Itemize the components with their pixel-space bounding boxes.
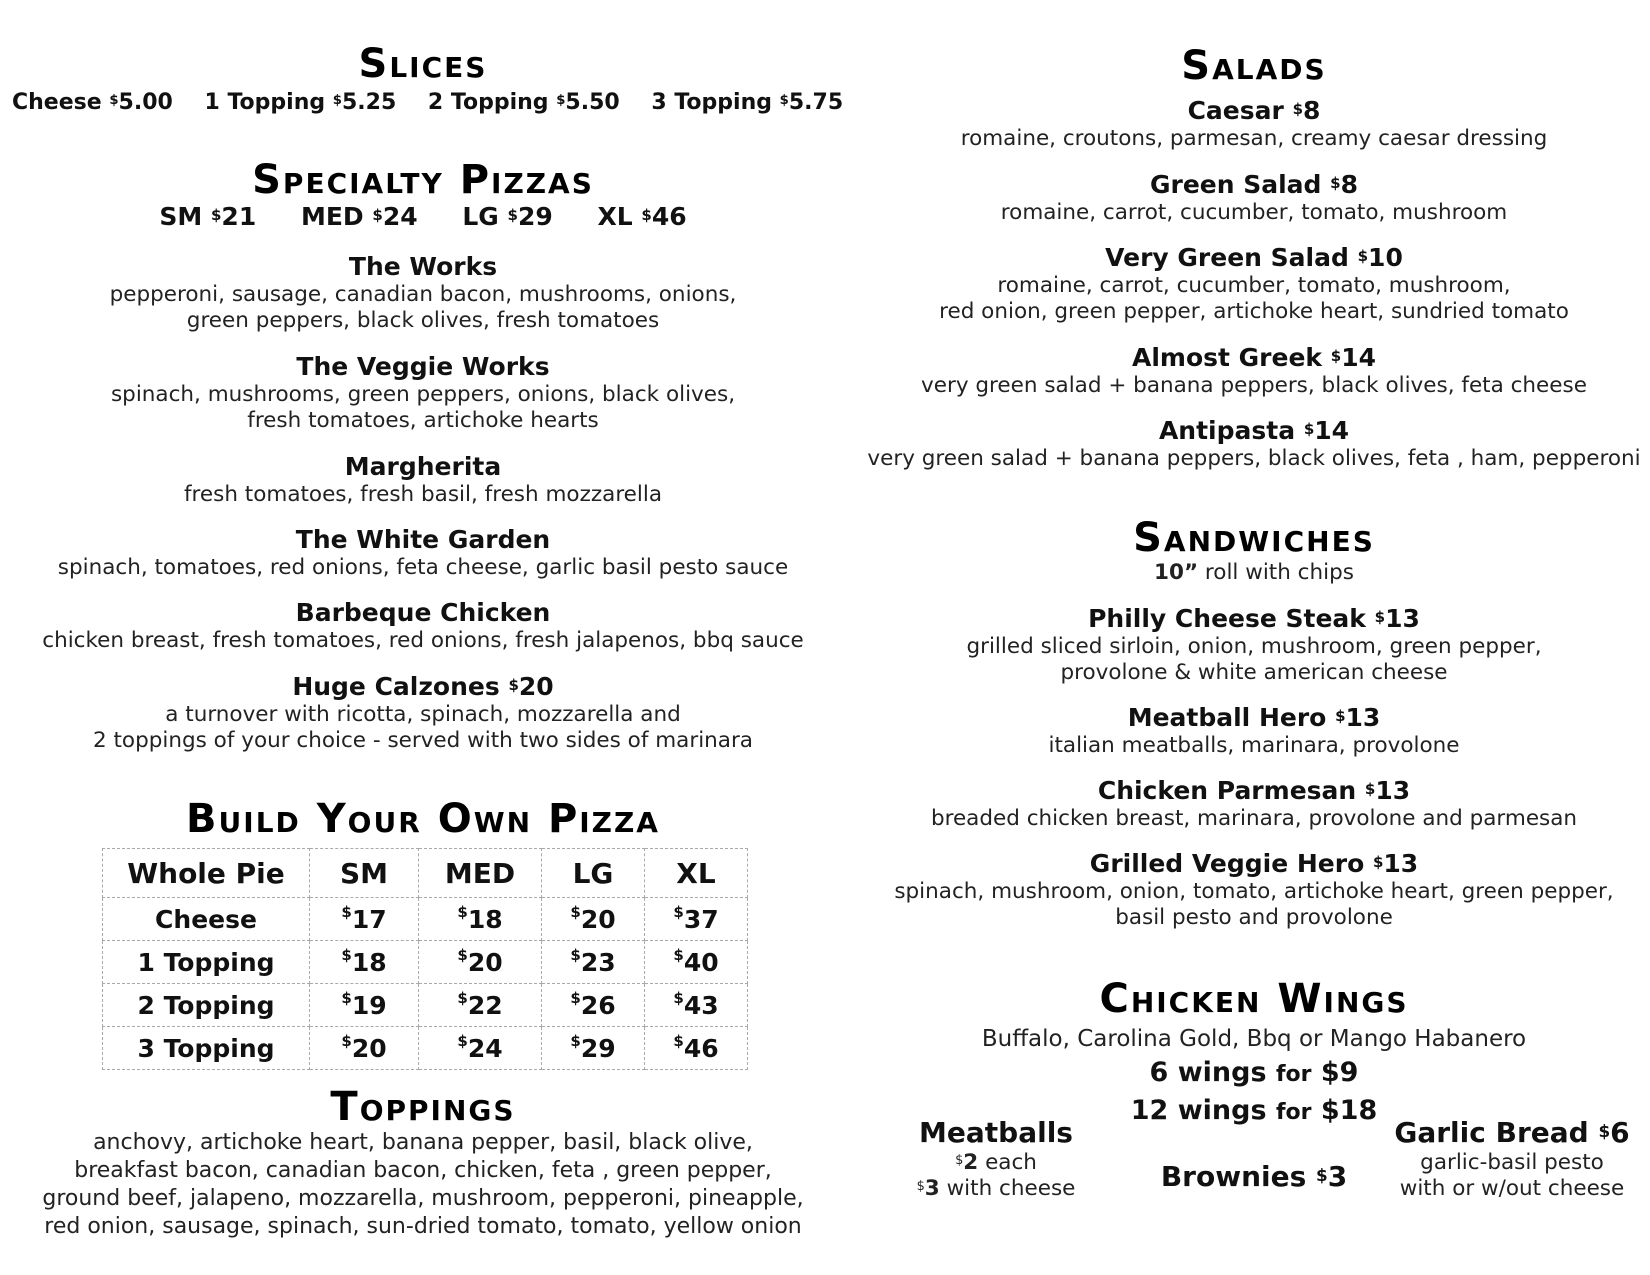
specialty-section	[0, 158, 846, 232]
menu-item	[0, 352, 846, 434]
toppings-line: red onion, sausage, spinach, sun-dried tomato, tomato, yellow onion	[44, 1214, 802, 1239]
item-desc: breaded chicken breast, marinara, provolone and parmesan	[930, 806, 1578, 831]
slices-section	[0, 42, 846, 118]
item-name: The Works	[348, 252, 498, 281]
price-cell: $20	[310, 1027, 419, 1070]
toppings-line: breakfast bacon, canadian bacon, chicken, feta , green pepper,	[74, 1158, 772, 1183]
item-desc: grilled sliced sirloin, onion, mushroom, green pepper,	[966, 634, 1542, 659]
table-header: MED	[419, 849, 542, 898]
wings-section	[858, 977, 1650, 1131]
price-cell: $23	[542, 941, 645, 984]
item-desc: chicken breast, fresh tomatoes, red onions, fresh jalapenos, bbq sauce	[42, 628, 804, 653]
item-name: Margherita	[344, 452, 502, 481]
item-desc: pepperoni, sausage, canadian bacon, mushrooms, onions,	[109, 282, 737, 307]
slice-item: Cheese $5.00	[12, 90, 173, 115]
item-name: Very Green Salad $10	[1105, 243, 1403, 272]
item-name: Brownies $3	[1160, 1160, 1348, 1193]
price-cell: $26	[542, 984, 645, 1027]
menu-item	[858, 776, 1650, 832]
price-cell: $18	[310, 941, 419, 984]
item-name: The White Garden	[295, 525, 551, 554]
item-desc: very green salad + banana peppers, black olives, feta cheese	[921, 373, 1587, 398]
price-cell: $18	[419, 898, 542, 941]
specialty-sizes	[0, 202, 846, 232]
byo-section	[0, 797, 846, 841]
menu-item	[0, 672, 846, 754]
menu-item	[858, 243, 1650, 325]
size-price: SM $21	[159, 202, 257, 231]
item-desc: spinach, mushroom, onion, tomato, artichoke heart, green pepper,	[894, 879, 1614, 904]
row-label: 1 Topping	[103, 941, 310, 984]
menu-item	[858, 416, 1650, 472]
slice-item: 1 Topping $5.25	[204, 90, 397, 115]
item-desc: $2 each	[955, 1150, 1037, 1175]
wings-title: Chicken Wings	[1099, 976, 1409, 1022]
menu-item	[858, 343, 1650, 399]
item-desc: romaine, croutons, parmesan, creamy caesar dressing	[960, 126, 1548, 151]
brownies-item	[1134, 1160, 1374, 1194]
toppings-title: Toppings	[330, 1084, 516, 1130]
menu-item	[0, 252, 846, 334]
table-header: SM	[310, 849, 419, 898]
item-name: Caesar $8	[1187, 96, 1321, 125]
row-label: 2 Topping	[103, 984, 310, 1027]
item-desc: a turnover with ricotta, spinach, mozzarella and	[165, 702, 681, 727]
row-label: Cheese	[103, 898, 310, 941]
table-row	[103, 984, 748, 1027]
sandwiches-title: Sandwiches	[1133, 515, 1375, 561]
sandwiches-subtitle: 10” roll with chips	[1154, 560, 1354, 585]
salads-title: Salads	[1181, 43, 1327, 89]
price-cell: $17	[310, 898, 419, 941]
item-desc: italian meatballs, marinara, provolone	[1048, 733, 1460, 758]
byo-title: Build Your Own Pizza	[186, 796, 660, 842]
item-name: The Veggie Works	[296, 352, 550, 381]
menu-item	[0, 525, 846, 581]
table-row	[103, 1027, 748, 1070]
item-desc: $3 with cheese	[916, 1176, 1076, 1201]
item-name: Huge Calzones $20	[292, 672, 554, 701]
menu-item	[858, 96, 1650, 152]
garlic-bread-item	[1374, 1116, 1650, 1202]
sandwiches-section	[858, 516, 1650, 586]
price-cell: $37	[645, 898, 748, 941]
meatballs-item	[858, 1116, 1134, 1202]
item-desc: spinach, mushrooms, green peppers, onions, black olives,	[110, 382, 736, 407]
specialty-title: Specialty Pizzas	[252, 157, 594, 203]
price-cell: $40	[645, 941, 748, 984]
price-cell: $22	[419, 984, 542, 1027]
toppings-section	[0, 1085, 846, 1241]
table-row	[103, 898, 748, 941]
item-desc: very green salad + banana peppers, black olives, feta , ham, pepperoni	[867, 446, 1641, 471]
menu-item	[858, 703, 1650, 759]
wings-flavors: Buffalo, Carolina Gold, Bbq or Mango Habanero	[981, 1026, 1527, 1052]
table-header-row	[103, 849, 748, 898]
item-name: Philly Cheese Steak $13	[1088, 604, 1420, 633]
item-name: Garlic Bread $6	[1394, 1116, 1630, 1149]
toppings-line: ground beef, jalapeno, mozzarella, mushroom, pepperoni, pineapple,	[42, 1186, 804, 1211]
item-name: Chicken Parmesan $13	[1097, 776, 1411, 805]
table-row	[103, 941, 748, 984]
price-cell: $20	[419, 941, 542, 984]
table-header: XL	[645, 849, 748, 898]
price-cell: $46	[645, 1027, 748, 1070]
item-desc: provolone & white american cheese	[1060, 660, 1448, 685]
item-name: Barbeque Chicken	[295, 598, 551, 627]
item-desc: 2 toppings of your choice - served with two sides of marinara	[92, 728, 753, 753]
menu-item	[858, 849, 1650, 931]
item-desc: garlic-basil pesto	[1420, 1150, 1604, 1175]
size-price: LG $29	[462, 202, 553, 231]
menu-item	[858, 604, 1650, 686]
table-header: LG	[542, 849, 645, 898]
size-price: MED $24	[300, 202, 418, 231]
item-name: Green Salad $8	[1149, 170, 1359, 199]
menu-item	[0, 452, 846, 508]
price-cell: $43	[645, 984, 748, 1027]
item-desc: basil pesto and provolone	[1115, 905, 1393, 930]
slice-item: 2 Topping $5.50	[427, 90, 620, 115]
row-label: 3 Topping	[103, 1027, 310, 1070]
item-name: Grilled Veggie Hero $13	[1089, 849, 1419, 878]
table-header: Whole Pie	[103, 849, 310, 898]
item-desc: fresh tomatoes, fresh basil, fresh mozzarella	[183, 482, 663, 507]
menu-item	[0, 598, 846, 654]
price-cell: $29	[542, 1027, 645, 1070]
slices-prices	[0, 88, 846, 118]
item-desc: green peppers, black olives, fresh tomatoes	[186, 308, 660, 333]
item-desc: with or w/out cheese	[1399, 1176, 1625, 1201]
item-name: Antipasta $14	[1158, 416, 1350, 445]
salads-section	[858, 44, 1650, 88]
slices-title: Slices	[358, 41, 488, 87]
price-cell: $24	[419, 1027, 542, 1070]
item-name: Meatball Hero $13	[1127, 703, 1381, 732]
price-cell: $20	[542, 898, 645, 941]
item-desc: fresh tomatoes, artichoke hearts	[247, 408, 599, 433]
wings-deal: 6 wings for $9	[1149, 1057, 1359, 1088]
item-desc: romaine, carrot, cucumber, tomato, mushroom	[1000, 200, 1508, 225]
price-cell: $19	[310, 984, 419, 1027]
size-price: XL $46	[597, 202, 687, 231]
item-name: Almost Greek $14	[1131, 343, 1377, 372]
item-name: Meatballs	[919, 1116, 1073, 1149]
wings-deal: 12 wings for $18	[1130, 1095, 1378, 1126]
byo-price-table	[102, 848, 748, 1070]
item-desc: red onion, green pepper, artichoke heart, sundried tomato	[939, 299, 1569, 324]
item-desc: spinach, tomatoes, red onions, feta cheese, garlic basil pesto sauce	[57, 555, 789, 580]
slice-item: 3 Topping $5.75	[651, 90, 844, 115]
menu-item	[858, 170, 1650, 226]
item-desc: romaine, carrot, cucumber, tomato, mushroom,	[997, 273, 1511, 298]
toppings-line: anchovy, artichoke heart, banana pepper, basil, black olive,	[93, 1130, 753, 1155]
